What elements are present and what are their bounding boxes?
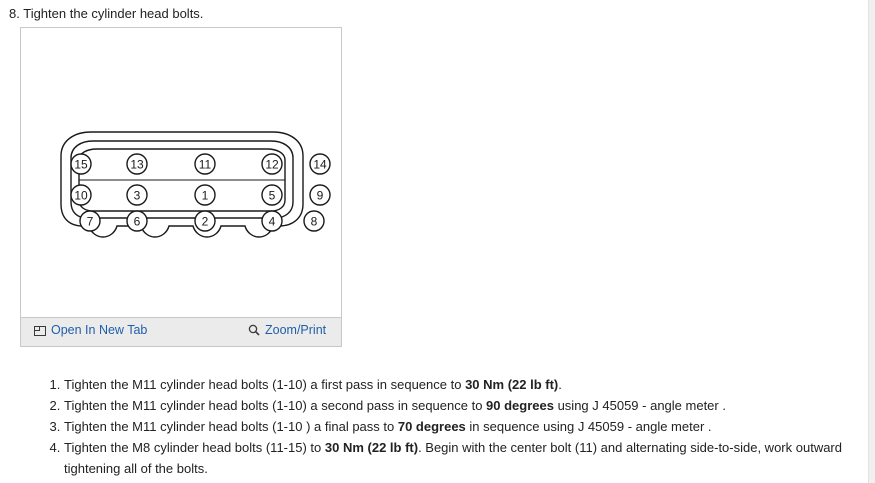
instruction-item (64, 437, 842, 479)
page-right-margin (868, 0, 875, 483)
svg-text:3: 3 (133, 188, 141, 203)
instruction-emphasis: 90 degrees (486, 398, 554, 413)
open-in-new-tab-label: Open In New Tab (51, 323, 148, 337)
instruction-text: Tighten the M8 cylinder head bolts (11-15) to (64, 440, 325, 455)
svg-text:13: 13 (130, 157, 144, 172)
instruction-list-container (42, 374, 842, 479)
open-in-new-tab-button[interactable] (33, 323, 147, 337)
zoom-print-label: Zoom/Print (265, 323, 327, 337)
instruction-text: . (558, 377, 562, 392)
bolt-callouts (71, 154, 330, 231)
instruction-text: in sequence using J 45059 - angle meter . (465, 419, 712, 434)
instruction-emphasis: 30 Nm (22 lb ft) (465, 377, 559, 392)
figure-toolbar (21, 317, 341, 346)
figure-container (20, 27, 342, 347)
instruction-item (64, 416, 842, 437)
step-heading (9, 6, 203, 21)
step-text: Tighten the cylinder head bolts. (23, 6, 204, 21)
svg-text:9: 9 (316, 188, 324, 203)
svg-text:6: 6 (133, 214, 141, 229)
new-window-icon (33, 324, 46, 337)
instruction-text: using J 45059 - angle meter . (553, 398, 726, 413)
svg-text:2: 2 (201, 214, 209, 229)
svg-text:12: 12 (265, 157, 279, 172)
zoom-print-button[interactable] (247, 323, 326, 337)
instruction-text: . Begin with the center bolt (11) and alternating side-to-side, work outward tightening all of the bolts. (64, 440, 842, 476)
instruction-emphasis: 70 degrees (397, 419, 466, 434)
svg-text:11: 11 (198, 157, 212, 172)
instruction-item (64, 395, 842, 416)
magnifier-icon (247, 324, 260, 337)
svg-text:10: 10 (74, 188, 88, 203)
svg-text:8: 8 (310, 214, 318, 229)
instruction-item (64, 374, 842, 395)
svg-text:5: 5 (268, 188, 276, 203)
instruction-text: Tighten the M11 cylinder head bolts (1-10) a first pass in sequence to (64, 377, 466, 392)
instruction-text: Tighten the M11 cylinder head bolts (1-10) a second pass in sequence to (64, 398, 487, 413)
svg-text:15: 15 (74, 157, 88, 172)
instruction-list (42, 374, 842, 479)
svg-text:1: 1 (201, 188, 209, 203)
instruction-emphasis: 30 Nm (22 lb ft) (324, 440, 419, 455)
cylinder-head-diagram (21, 28, 341, 318)
svg-text:14: 14 (313, 157, 327, 172)
step-number: 8. (9, 6, 20, 21)
instruction-text: Tighten the M11 cylinder head bolts (1-10 ) a final pass to (64, 419, 398, 434)
svg-text:7: 7 (86, 214, 94, 229)
svg-text:4: 4 (268, 214, 276, 229)
